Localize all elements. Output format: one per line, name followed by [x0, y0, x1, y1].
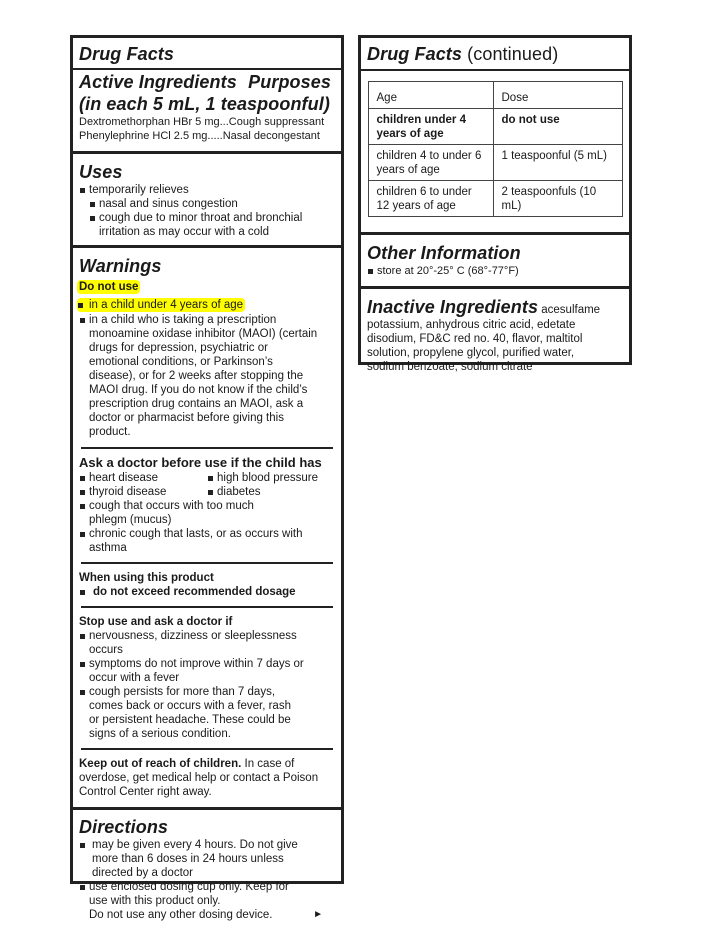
dosage-table-header	[368, 82, 622, 109]
active-ingredients-header	[79, 71, 335, 93]
uses-item: nasal and sinus congestion	[89, 197, 335, 211]
continue-arrow-icon: ►	[313, 909, 323, 920]
ingredient-row	[79, 129, 335, 143]
ingredient-name: Dextromethorphan HBr 5 mg	[79, 116, 220, 128]
continued-title	[367, 44, 558, 64]
dose-cell: 2 teaspoonfuls (10 mL)	[493, 181, 622, 217]
ask-doctor-item: thyroid disease	[79, 485, 207, 499]
directions-heading: Directions	[79, 817, 169, 837]
uses-heading: Uses	[79, 162, 123, 182]
directions-item: use enclosed dosing cup only. Keep for use with this product only.	[79, 880, 304, 908]
dose-cell: do not use	[493, 109, 622, 145]
do-not-use-item: in a child who is taking a prescription monoamine oxidase inhibitor (MAOI) (certain drugs for depression, psychiatric or emotional conditions, or Parkinson’s disease), or for 2 weeks after stopping the MAOI drug. If you do not know if the child’s prescription drug contains an MAOI, ask a doctor or pharmacist before giving this product.	[79, 313, 319, 439]
stop-use-label: Stop use and ask a doctor if	[79, 616, 233, 628]
ask-doctor-item: heart disease	[79, 471, 207, 485]
table-row	[368, 109, 622, 145]
other-information-heading: Other Information	[367, 243, 521, 263]
stop-use-block	[79, 608, 335, 741]
purposes-heading: Purposes	[248, 72, 331, 92]
dose-cell: 1 teaspoonful (5 mL)	[493, 145, 622, 181]
directions-last-line	[79, 908, 335, 922]
stop-use-item: symptoms do not improve within 7 days or occur with a fever	[79, 657, 304, 685]
warnings-heading: Warnings	[79, 256, 162, 276]
uses-intro: temporarily relieves	[79, 183, 335, 197]
when-using-label: When using this product	[79, 572, 214, 584]
uses-section	[73, 154, 341, 248]
inactive-ingredients-heading: Inactive Ingredients	[367, 297, 539, 317]
ask-doctor-block	[79, 449, 335, 555]
ingredient-purpose: Cough suppressant	[228, 116, 325, 128]
ask-doctor-pair-row	[79, 471, 335, 485]
continued-suffix: (continued)	[467, 44, 559, 64]
when-using-item	[79, 585, 335, 599]
when-using-block	[79, 564, 335, 599]
active-ingredients-section	[73, 70, 341, 154]
other-information-section	[361, 235, 629, 289]
drug-facts-continued-panel	[358, 35, 632, 373]
dosage-table	[368, 81, 623, 217]
ingredient-dots: ...	[219, 116, 229, 128]
ingredient-row	[79, 115, 335, 129]
stop-use-item: cough persists for more than 7 days, comes back or occurs with a fever, rash or persistent headache. These could be signs of a serious condition.	[79, 685, 304, 741]
ask-doctor-pair-row	[79, 485, 335, 499]
keep-out-block	[79, 750, 319, 799]
inactive-ingredients-section	[361, 289, 629, 382]
age-cell: children 4 to under 6 years of age	[368, 145, 493, 181]
directions-section	[73, 810, 341, 930]
drug-facts-panel	[70, 35, 344, 921]
table-row	[368, 145, 622, 181]
ask-doctor-item: chronic cough that lasts, or as occurs with asthma	[79, 527, 304, 555]
continued-title-section	[361, 38, 629, 71]
header-age: Age	[368, 82, 493, 109]
stop-use-item: nervousness, dizziness or sleeplessness occurs	[79, 629, 314, 657]
active-ingredients-subheading: (in each 5 mL, 1 teaspoonful)	[79, 94, 330, 114]
drug-facts-title: Drug Facts	[79, 44, 175, 64]
ask-doctor-label: Ask a doctor before use if the child has	[79, 455, 322, 470]
ask-doctor-item: cough that occurs with too much phlegm (mucus)	[79, 499, 279, 527]
do-not-use-block	[79, 277, 335, 439]
ingredient-name: Phenylephrine HCl 2.5 mg	[79, 130, 208, 142]
inactive-ingredients-text: acesulfame potassium, anhydrous citric acid, edetate disodium, FD&C red no. 40, flavor, maltitol solution, propylene glycol, purified water, sodium benzoate, sodium citrate	[367, 304, 601, 373]
continued-title-text: Drug Facts	[367, 44, 463, 64]
drug-facts-title-section	[73, 38, 341, 70]
table-row	[368, 181, 622, 217]
active-ingredients-heading: Active Ingredients	[79, 72, 237, 92]
keep-out-text: In case of overdose, get medical help or contact a Poison Control Center right away.	[79, 758, 319, 798]
do-not-use-label: Do not use	[79, 281, 139, 293]
keep-out-label: Keep out of reach of children.	[79, 758, 242, 770]
ingredient-dots: .....	[207, 130, 223, 142]
dosage-section	[361, 71, 629, 235]
directions-last-line-text: Do not use any other dosing device.	[89, 909, 273, 921]
directions-item: may be given every 4 hours. Do not give more than 6 doses in 24 hours unless directed by a doctor	[79, 838, 312, 880]
uses-item: cough due to minor throat and bronchial irritation as may occur with a cold	[89, 211, 319, 239]
warnings-section	[73, 248, 341, 810]
age-cell: children 6 to under 12 years of age	[368, 181, 493, 217]
age-cell: children under 4 years of age	[368, 109, 493, 145]
ingredient-purpose: Nasal decongestant	[222, 130, 320, 142]
do-not-use-item-highlighted: in a child under 4 years of age	[77, 298, 245, 312]
ask-doctor-item: high blood pressure	[207, 471, 335, 485]
ask-doctor-item: diabetes	[207, 485, 335, 499]
other-information-item: store at 20°-25° C (68°-77°F)	[367, 264, 623, 278]
header-dose: Dose	[493, 82, 622, 109]
inactive-ingredients-block	[367, 296, 612, 374]
when-using-item-text: do not exceed recommended dosage	[93, 586, 296, 598]
